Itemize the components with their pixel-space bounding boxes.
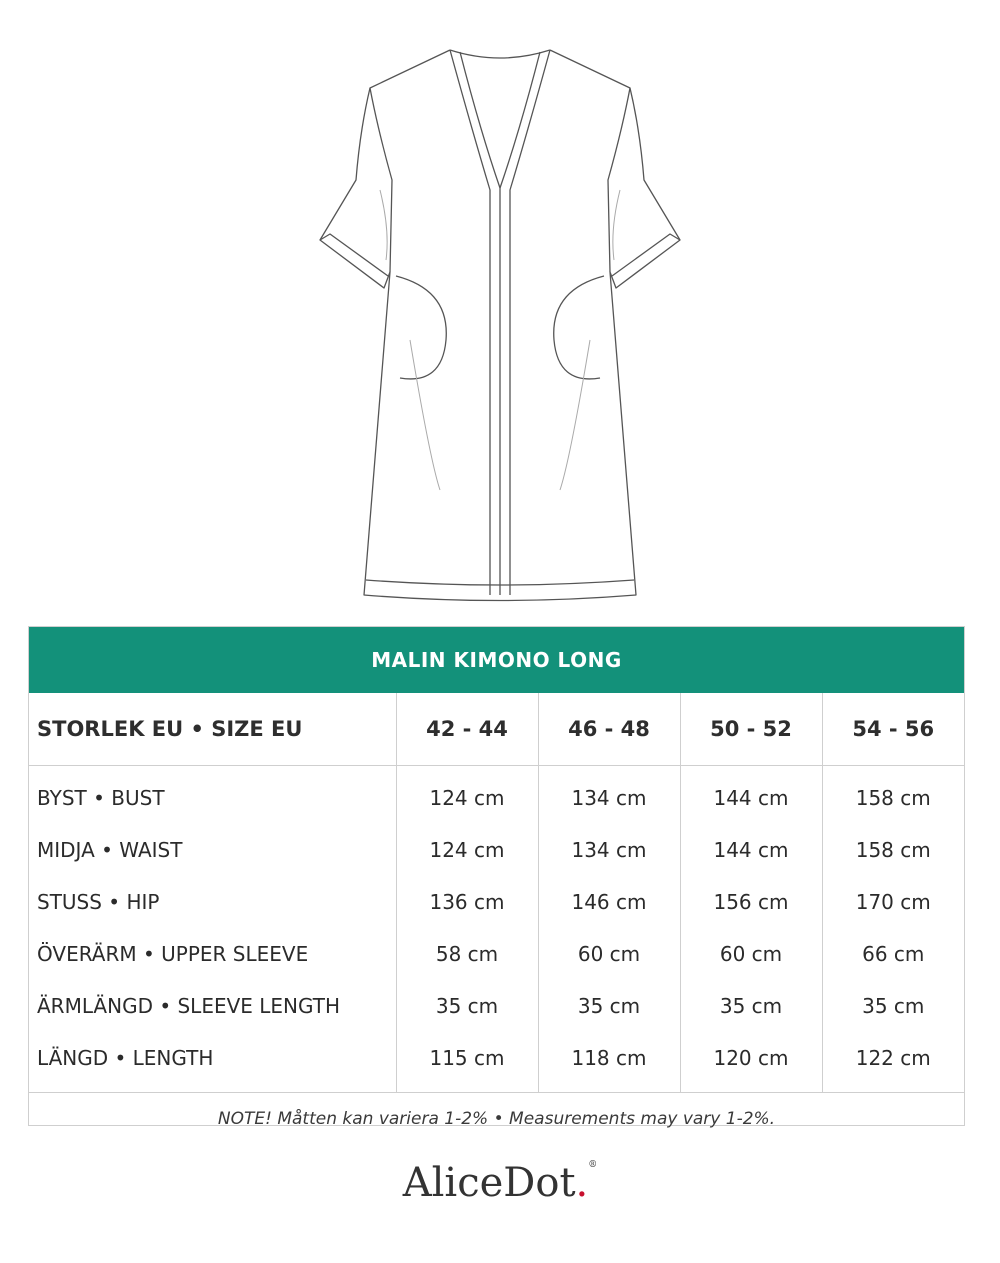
row-value: 144 cm: [680, 824, 822, 876]
row-label: LÄNGD • LENGTH: [37, 1046, 214, 1070]
table-row: [29, 766, 964, 825]
row-value: 118 cm: [538, 1032, 680, 1092]
size-header-cell: 42 - 44: [396, 693, 538, 766]
row-value: 60 cm: [538, 928, 680, 980]
row-value: 144 cm: [680, 766, 822, 825]
chart-title: MALIN KIMONO LONG: [29, 627, 964, 693]
kimono-sketch: [300, 40, 700, 610]
logo-text: AliceDot: [402, 1160, 576, 1206]
table-row: [29, 928, 964, 980]
row-value: 122 cm: [822, 1032, 964, 1092]
size-table: [29, 693, 964, 1092]
row-label: ÖVERÄRM • UPPER SLEEVE: [37, 942, 309, 966]
row-value: 35 cm: [822, 980, 964, 1032]
table-row: [29, 876, 964, 928]
row-value: 35 cm: [680, 980, 822, 1032]
size-header-row: [29, 693, 964, 766]
row-label: BYST • BUST: [37, 786, 165, 810]
table-row: [29, 824, 964, 876]
row-label: STUSS • HIP: [37, 890, 160, 914]
row-value: 170 cm: [822, 876, 964, 928]
size-chart: [28, 626, 965, 1129]
logo-dot: .: [575, 1160, 589, 1206]
row-value: 115 cm: [396, 1032, 538, 1092]
row-value: 158 cm: [822, 766, 964, 825]
size-header-label: STORLEK EU • SIZE EU: [29, 693, 396, 766]
table-row: [29, 980, 964, 1032]
table-row: [29, 1032, 964, 1092]
measurement-note: NOTE! Måtten kan variera 1-2% • Measurements may vary 1-2%.: [29, 1092, 964, 1145]
row-value: 134 cm: [538, 824, 680, 876]
row-value: 35 cm: [396, 980, 538, 1032]
row-value: 156 cm: [680, 876, 822, 928]
row-label: ÄRMLÄNGD • SLEEVE LENGTH: [37, 994, 341, 1018]
row-value: 120 cm: [680, 1032, 822, 1092]
size-header-cell: 46 - 48: [538, 693, 680, 766]
logo-reg-mark: ®: [588, 1160, 598, 1170]
row-value: 134 cm: [538, 766, 680, 825]
row-value: 58 cm: [396, 928, 538, 980]
size-header-cell: 50 - 52: [680, 693, 822, 766]
row-value: 66 cm: [822, 928, 964, 980]
row-value: 124 cm: [396, 824, 538, 876]
size-header-cell: 54 - 56: [822, 693, 964, 766]
row-value: 158 cm: [822, 824, 964, 876]
alicedot-logo: [0, 1160, 1000, 1206]
row-value: 136 cm: [396, 876, 538, 928]
row-value: 124 cm: [396, 766, 538, 825]
row-label: MIDJA • WAIST: [37, 838, 183, 862]
row-value: 146 cm: [538, 876, 680, 928]
row-value: 35 cm: [538, 980, 680, 1032]
row-value: 60 cm: [680, 928, 822, 980]
